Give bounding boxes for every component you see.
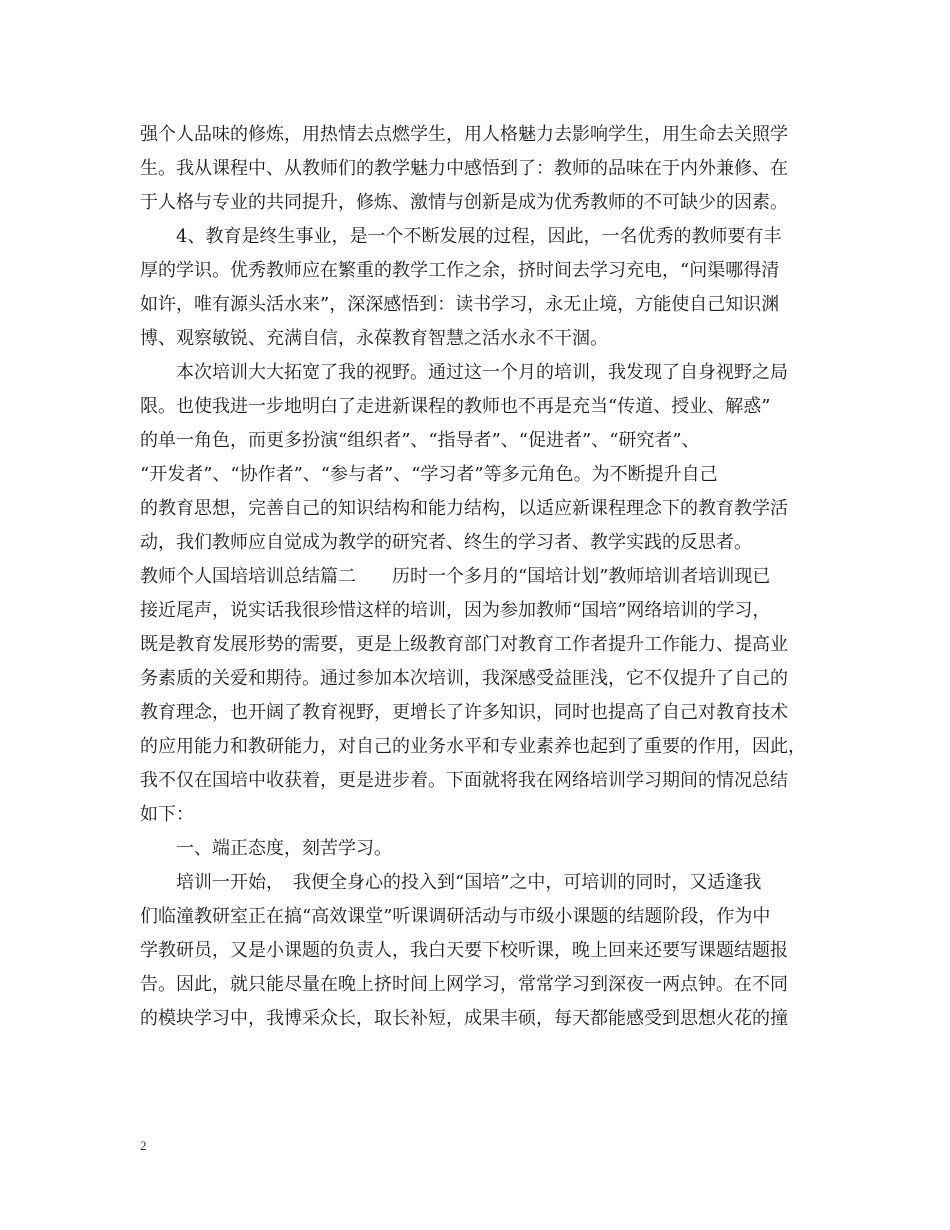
text-line: 本次培训大大拓宽了我的视野。通过这一个月的培训，我发现了自身视野之局 [140,362,788,383]
text-line: 生。我从课程中、从教师们的教学魅力中感悟到了：教师的品味在于内外兼修、在 [140,158,788,179]
text-line: 教育理念，也开阔了教育视野，更增长了许多知识，同时也提高了自己对教育技术 [140,702,788,723]
text-line: 于人格与专业的共同提升，修炼、激情与创新是成为优秀教师的不可缺少的因素。 [140,192,788,213]
text-line: 接近尾声，说实话我很珍惜这样的培训，因为参加教师“国培”网络培训的学习， [140,600,771,621]
text-line: 的单一角色，而更多扮演“组织者”、“指导者”、“促进者”、“研究者”、 [140,430,700,451]
page-number: 2 [140,1138,147,1153]
text-line: 如下： [140,804,194,825]
text-line: 限。也使我进一步地明白了走进新课程的教师也不再是充当“传道、授业、解惑” [140,396,771,417]
text-line: 既是教育发展形势的需要，更是上级教育部门对教育工作者提升工作能力、提高业 [140,634,788,655]
text-line: 我不仅在国培中收获着，更是进步着。下面就将我在网络培训学习期间的情况总结 [140,770,788,791]
text-line: 厚的学识。优秀教师应在繁重的教学工作之余，挤时间去学习充电，“问渠哪得清 [140,260,780,281]
text-line: “开发者”、“协作者”、“参与者”、“学习者”等多元角色。为不断提升自己 [140,464,718,485]
text-line: 的教育思想，完善自己的知识结构和能力结构，以适应新课程理念下的教育教学活 [140,498,788,519]
text-line: 们临潼教研室正在搞“高效课堂”听课调研活动与市级小课题的结题阶段，作为中 [140,906,771,927]
text-line: 的模块学习中，我博采众长，取长补短，成果丰硕，每天都能感受到思想火花的撞 [140,1008,788,1029]
text-line: 学教研员，又是小课题的负责人，我白天要下校听课，晚上回来还要写课题结题报 [140,940,788,961]
text-line: 4、教育是终生事业，是一个不断发展的过程，因此，一名优秀的教师要有丰 [140,226,782,247]
text-line: 务素质的关爱和期待。通过参加本次培训，我深感受益匪浅，它不仅提升了自己的 [140,668,788,689]
section-heading-line: 教师个人国培培训总结篇二 历时一个多月的“国培计划”教师培训者培训现已 [140,566,771,587]
text-line: 强个人品味的修炼，用热情去点燃学生，用人格魅力去影响学生，用生命去关照学 [140,124,788,145]
subheading-line: 一、端正态度，刻苦学习。 [140,838,392,859]
text-line: 培训一开始， 我便全身心的投入到“国培”之中，可培训的同时，又适逢我 [140,872,762,893]
text-line: 如许，唯有源头活水来”，深深感悟到：读书学习，永无止境，方能使自己知识渊 [140,294,780,315]
text-line: 的应用能力和教研能力，对自己的业务水平和专业素养也起到了重要的作用，因此， [140,736,806,757]
body-text [140,118,820,1036]
text-line: 博、观察敏锐、充满自信，永葆教育智慧之活水永不干涸。 [140,328,608,349]
text-line: 动，我们教师应自觉成为教学的研究者、终生的学习者、教学实践的反思者。 [140,532,752,553]
text-line: 告。因此，就只能尽量在晚上挤时间上网学习，常常学习到深夜一两点钟。在不同 [140,974,788,995]
